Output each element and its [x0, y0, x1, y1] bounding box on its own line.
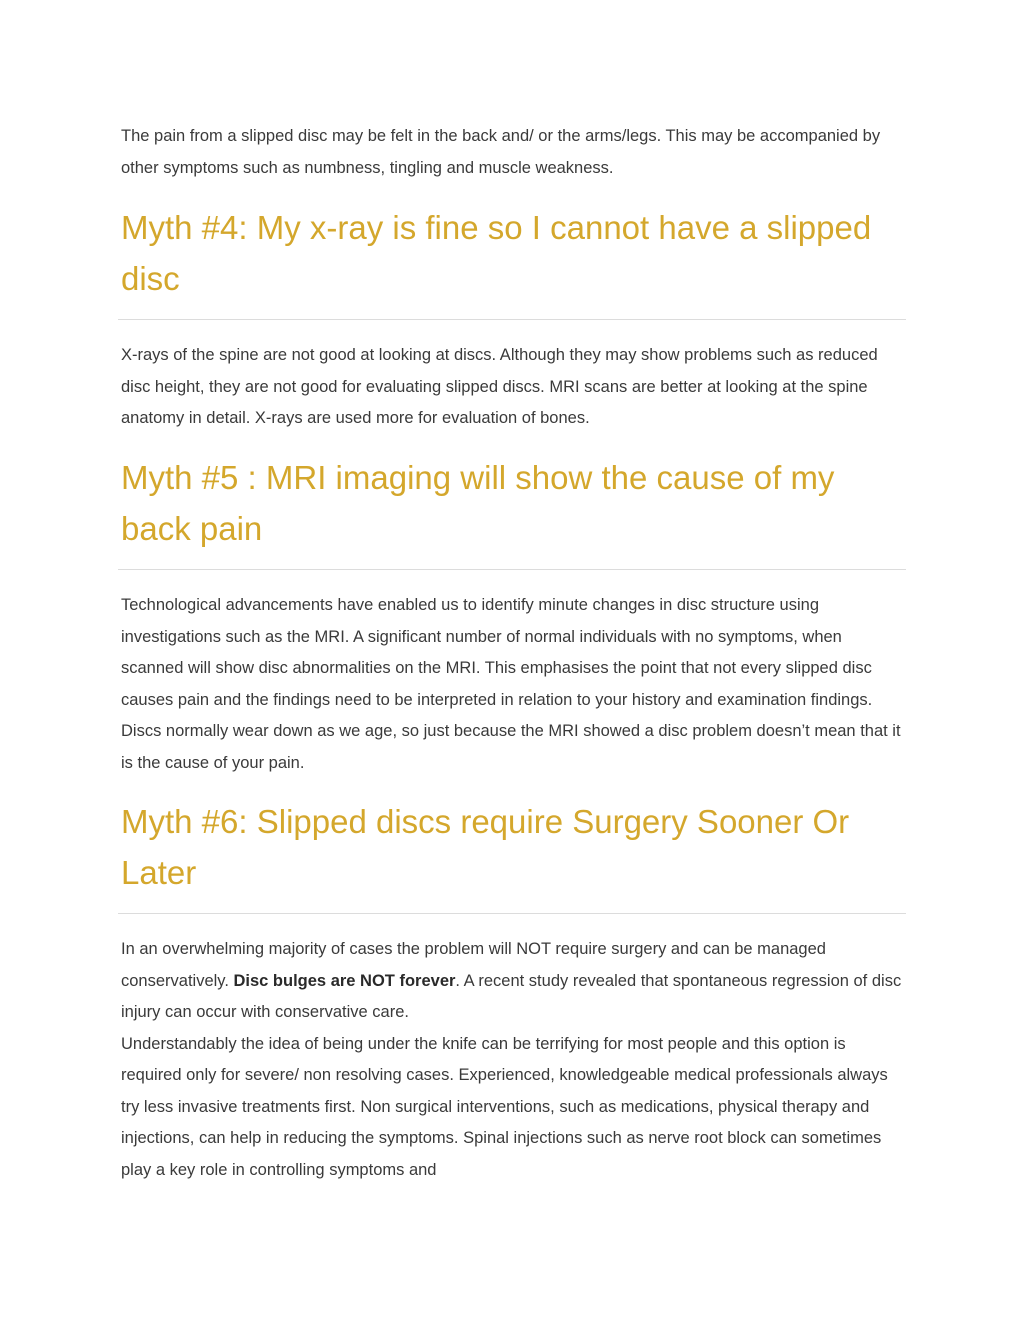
intro-paragraph: The pain from a slipped disc may be felt in the back and/ or the arms/legs. This may be accompanied by other symptoms such as numbness, tingling and muscle weakness.: [121, 127, 881, 177]
myth6-text: In an overwhelming majority of cases the problem will NOT require surgery and can be managed conservatively.: [121, 940, 826, 990]
myth4-heading: Myth #4: My x-ray is fine so I cannot have a slipped disc: [121, 209, 872, 297]
myth6-paragraph: [121, 934, 906, 1186]
section-divider: [118, 569, 906, 570]
section-divider: [118, 913, 906, 914]
myth6-heading: Myth #6: Slipped discs require Surgery Sooner Or Later: [121, 803, 850, 891]
section-divider: [118, 319, 906, 320]
myth4-paragraph: X-rays of the spine are not good at looking at discs. Although they may show problems such as reduced disc height, they are not good for evaluating slipped discs. MRI scans are better at looking at the spine anatomy in detail. X-rays are used more for evaluation of bones.: [121, 346, 878, 427]
myth6-emphasis: Disc bulges are NOT forever: [233, 971, 456, 990]
myth6-paragraph-2: Understandably the idea of being under the knife can be terrifying for most people and this option is required only for severe/ non resolving cases. Experienced, knowledgeable medical professionals always try less invasive treatments first. Non surgical interventions, such as medications, physical therapy and injections, can help in reducing the symptoms. Spinal injections such as nerve root block can sometimes play a key role in controlling symptoms and: [121, 1034, 888, 1179]
myth5-paragraph: Technological advancements have enabled us to identify minute changes in disc structure using investigations such as the MRI. A significant number of normal individuals with no symptoms, when scanned will show disc abnormalities on the MRI. This emphasises the point that not every slipped disc causes pain and the findings need to be interpreted in relation to your history and examination findings. Discs normally wear down as we age, so just because the MRI showed a disc problem doesn’t mean that it is the cause of your pain.: [121, 596, 901, 772]
myth5-heading: Myth #5 : MRI imaging will show the cause of my back pain: [121, 459, 835, 547]
myth6-text-continued: . A recent study revealed that spontaneous regression of disc injury can occur with conservative care.: [121, 971, 902, 1021]
